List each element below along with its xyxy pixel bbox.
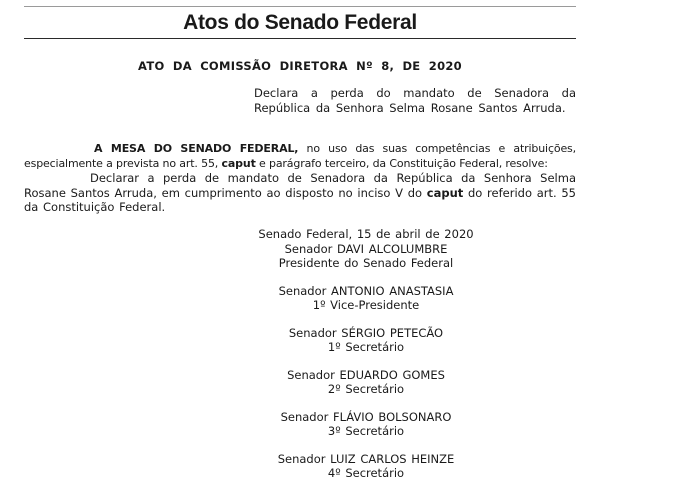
signer-name: Senador FLÁVIO BOLSONARO — [280, 409, 452, 424]
signer-role: 2º Secretário — [327, 382, 405, 396]
act-title: ATO DA COMISSÃO DIRETORA Nº 8, DE 2020 — [138, 59, 462, 73]
signer-name: Senador LUIZ CARLOS HEINZE — [277, 451, 455, 466]
preamble-text-a: no uso das suas competências e atribuições, especialmente a prevista no art. 55, — [24, 142, 576, 170]
section-title: Atos do Senado Federal — [183, 11, 417, 34]
signer-role: Presidente do Senado Federal — [278, 256, 454, 270]
signer-name: Senador SÉRGIO PETECÃO — [288, 325, 444, 340]
resolution-text-a: Declarar a perda de mandato de Senadora da República da Senhora Selma Rosane Santos Arruda, em cumprimento ao disposto no inciso V do — [24, 171, 576, 200]
signer-role: 1º Secretário — [327, 340, 405, 354]
preamble-bold: A MESA DO SENADO FEDERAL, — [94, 142, 299, 155]
preamble-paragraph — [24, 142, 576, 171]
signer-role: 1º Vice-Presidente — [312, 298, 420, 312]
header-top-rule — [24, 6, 576, 7]
header-bottom-rule — [24, 38, 576, 39]
resolution-text-b: do referido art. 55 da Constituição Federal. — [24, 185, 576, 214]
signer-name: Senador EDUARDO GOMES — [287, 367, 445, 382]
act-ementa: Declara a perda do mandato de Senadora da República da Senhora Selma Rosane Santos Arruda. — [254, 86, 576, 115]
signer-role: 4º Secretário — [327, 466, 405, 480]
signature-block — [216, 227, 516, 481]
signer-role: 3º Secretário — [327, 424, 405, 438]
preamble-caput: caput — [221, 156, 256, 170]
preamble-text-b: e parágrafo terceiro, da Constituição Federal, resolve: — [255, 156, 548, 170]
signer-name: Senador DAVI ALCOLUMBRE — [284, 241, 448, 256]
place-date: Senado Federal, 15 de abril de 2020 — [258, 227, 474, 241]
signer-name: Senador ANTONIO ANASTASIA — [278, 283, 454, 298]
resolution-paragraph — [24, 171, 576, 215]
resolution-caput: caput — [426, 185, 464, 200]
